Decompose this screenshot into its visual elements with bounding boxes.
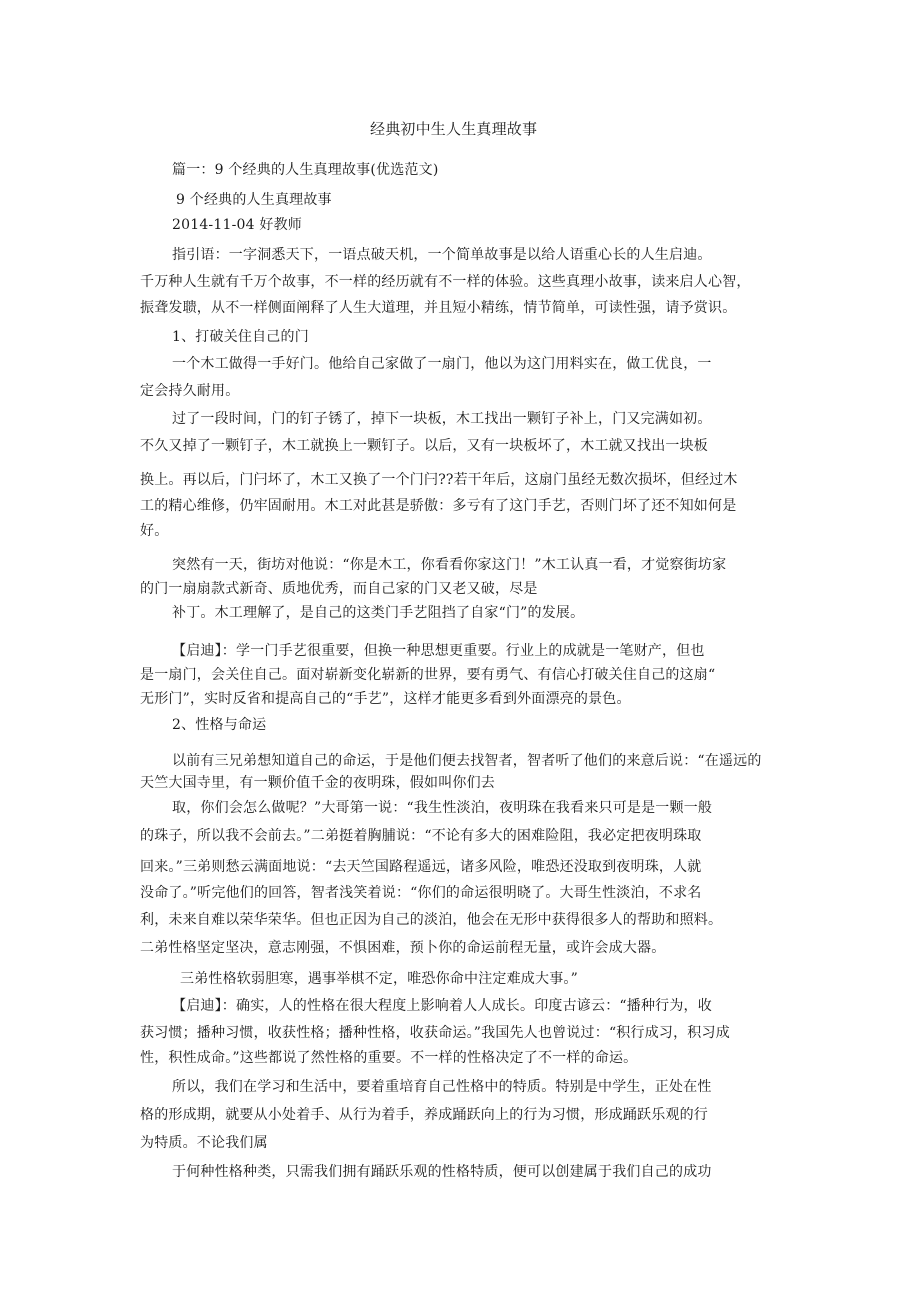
text-line: 以前有三兄弟想知道自己的命运，于是他们便去找智者，智者听了他们的来意后说：“在遥远的: [172, 753, 762, 769]
text-line: 于何种性格种类，只需我们拥有踊跃乐观的性格特质，便可以创建属于我们自己的成功: [172, 1164, 712, 1180]
text-line: 过了一段时间，门的钉子锈了，掉下一块板，木工找出一颗钉子补上，门又完满如初。: [172, 411, 712, 427]
text-line: 【启迪】：确实，人的性格在很大程度上影响着人人成长。印度古谚云：“播种行为，收: [172, 998, 712, 1014]
text-line: 没命了。”听完他们的回答，智者浅笑着说：“你们的命运很明晓了。大哥生性淡泊，不求名: [140, 885, 702, 901]
text-line: 性，积性成命。”这些都说了然性格的重要。不一样的性格决定了不一样的命运。: [140, 1050, 638, 1066]
article-date-source: 2014-11-04 好教师: [172, 217, 302, 233]
document-title: 经典初中生人生真理故事: [370, 120, 538, 138]
text-line: 二弟性格坚定坚决，意志刚强，不惧困难，预卜你的命运前程无量，或许会成大器。: [140, 940, 666, 956]
text-line: 定会持久耐用。: [140, 383, 240, 399]
text-line: 利，未来自难以荣华荣华。但也正因为自己的淡泊，他会在无形中获得很多人的帮助和照料。: [140, 912, 723, 928]
text-line: 为特质。不论我们属: [140, 1135, 268, 1151]
text-line: 所以，我们在学习和生活中，要着重培育自己性格中的特质。特别是中学生，正处在性: [172, 1079, 712, 1095]
text-line: 的珠子，所以我不会前去。”二弟挺着胸脯说：“不论有多大的困难险阻，我必定把夜明珠取: [140, 828, 702, 844]
text-line: 好。: [140, 523, 169, 539]
text-line: 不久又掉了一颗钉子，木工就换上一颗钉子。以后，又有一块板坏了，木工就又找出一块板: [140, 438, 708, 454]
text-line: 格的形成期，就要从小处着手、从行为着手，养成踊跃向上的行为习惯，形成踊跃乐观的行: [140, 1107, 708, 1123]
text-line: 三弟性格软弱胆寒，遇事举棋不定，唯恐你命中注定难成大事。”: [180, 971, 578, 987]
text-line: 突然有一天，街坊对他说：“你是木工，你看看你家这门！”木工认真一看，才觉察街坊家: [172, 557, 727, 573]
text-line: 回来。”三弟则愁云满面地说：“去天竺国路程遥远，诸多风险，唯恐还没取到夜明珠，人就: [140, 859, 702, 875]
text-line: 补丁。木工理解了，是自己的这类门手艺阻挡了自家“门”的发展。: [172, 605, 585, 621]
section-heading: 篇一：9 个经典的人生真理故事(优选范文): [172, 162, 439, 178]
text-line: 指引语：一字洞悉天下，一语点破天机，一个简单故事是以给人语重心长的人生启迪。: [172, 247, 712, 263]
text-line: 【启迪】：学一门手艺很重要，但换一种思想更重要。行业上的成就是一笔财产，但也: [172, 643, 705, 659]
article-title: 9 个经典的人生真理故事: [176, 192, 332, 208]
text-line: 千万种人生就有千万个故事，不一样的经历就有不一样的体验。这些真理小故事，读来启人心智，: [140, 274, 751, 290]
text-line: 无形门”，实时反省和提高自己的“手艺”，这样才能更多看到外面漂亮的景色。: [140, 691, 631, 707]
text-line: 取，你们会怎么做呢？”大哥第一说：“我生性淡泊，夜明珠在我看来只可是是一颗一般: [172, 800, 713, 816]
story-heading: 1、打破关住自己的门: [172, 329, 309, 345]
text-line: 工的精心维修，仍牢固耐用。木工对此甚是骄傲：多亏有了这门手艺，否则门坏了还不知如何是: [140, 498, 737, 514]
text-line: 获习惯；播种习惯，收获性格；播种性格，收获命运。”我国先人也曾说过：“积行成习，积习成: [140, 1025, 730, 1041]
text-line: 振聋发聩，从不一样侧面阐释了人生大道理，并且短小精练，情节简单，可读性强，请予赏识。: [140, 300, 737, 316]
text-line: 换上。再以后，门闩坏了，木工又换了一个门闩??若干年后，这扇门虽经无数次损坏，但经过木: [140, 472, 738, 488]
story-heading: 2、性格与命运: [172, 717, 267, 733]
text-line: 是一扇门，会关住自己。面对崭新变化崭新的世界，要有勇气、有信心打破关住自己的这扇“: [140, 667, 716, 683]
text-line: 一个木工做得一手好门。他给自己家做了一扇门，他以为这门用料实在，做工优良，一: [172, 356, 712, 372]
text-line: 天竺大国寺里，有一颗价值千金的夜明珠，假如叫你们去: [140, 775, 495, 791]
text-line: 的门一扇扇款式新奇、质地优秀，而自己家的门又老又破，尽是: [140, 581, 538, 597]
